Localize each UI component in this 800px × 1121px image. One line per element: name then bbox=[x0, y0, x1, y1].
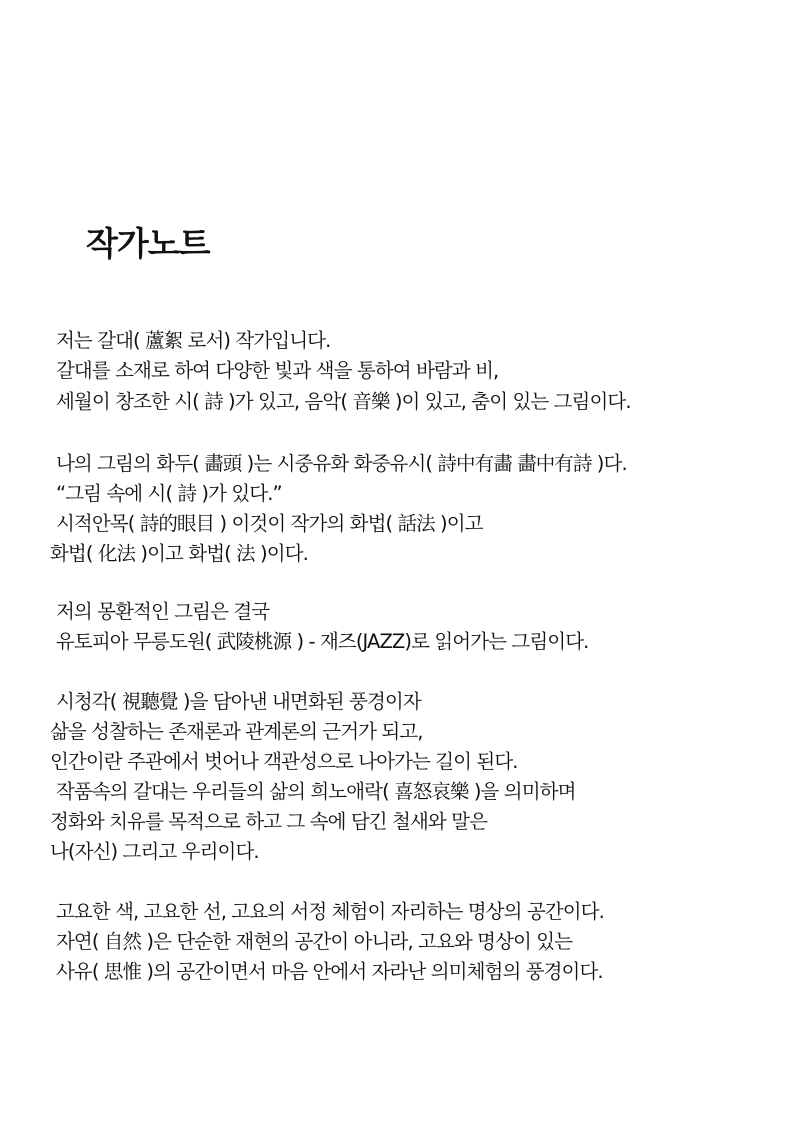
note-line: 사유( 思惟 )의 공간이면서 마음 안에서 자라난 의미체험의 풍경이다. bbox=[56, 960, 603, 983]
note-line: 고요한 색, 고요한 선, 고요의 서정 체험이 자리하는 명상의 공간이다. bbox=[56, 900, 604, 923]
note-line: 정화와 치유를 목적으로 하고 그 속에 담긴 철새와 말은 bbox=[50, 810, 488, 833]
note-line: 작품속의 갈대는 우리들의 삶의 희노애락( 喜怒哀樂 )을 의미하며 bbox=[56, 780, 576, 803]
note-line: 유토피아 무릉도원( 武陵桃源 ) - 재즈(JAZZ)로 읽어가는 그림이다. bbox=[56, 630, 589, 653]
note-line: 화법( 化法 )이고 화법( 法 )이다. bbox=[50, 542, 308, 565]
note-line: 시청각( 視聽覺 )을 담아낸 내면화된 풍경이자 bbox=[56, 690, 421, 713]
note-line: 저는 갈대( 蘆絮 로서) 작가입니다. bbox=[56, 329, 331, 352]
note-line: 저의 몽환적인 그림은 결국 bbox=[56, 600, 270, 623]
note-line: 삶을 성찰하는 존재론과 관계론의 근거가 되고, bbox=[50, 720, 423, 743]
page-title: 작가노트 bbox=[86, 224, 210, 263]
note-line: 자연( 自然 )은 단순한 재현의 공간이 아니라, 고요와 명상이 있는 bbox=[56, 930, 573, 953]
note-line: 시적안목( 詩的眼目 ) 이것이 작가의 화법( 話法 )이고 bbox=[56, 512, 483, 535]
note-line: “그림 속에 시( 詩 )가 있다.” bbox=[56, 482, 282, 505]
note-line: 나의 그림의 화두( 畵頭 )는 시중유화 화중유시( 詩中有畵 畵中有詩 )다. bbox=[56, 452, 627, 475]
note-line: 세월이 창조한 시( 詩 )가 있고, 음악( 音樂 )이 있고, 춤이 있는 그림이다. bbox=[56, 390, 631, 413]
note-line: 나(자신) 그리고 우리이다. bbox=[50, 840, 259, 863]
note-line: 인간이란 주관에서 벗어나 객관성으로 나아가는 길이 된다. bbox=[50, 750, 518, 773]
note-line: 갈대를 소재로 하여 다양한 빛과 색을 통하여 바람과 비, bbox=[56, 359, 499, 382]
